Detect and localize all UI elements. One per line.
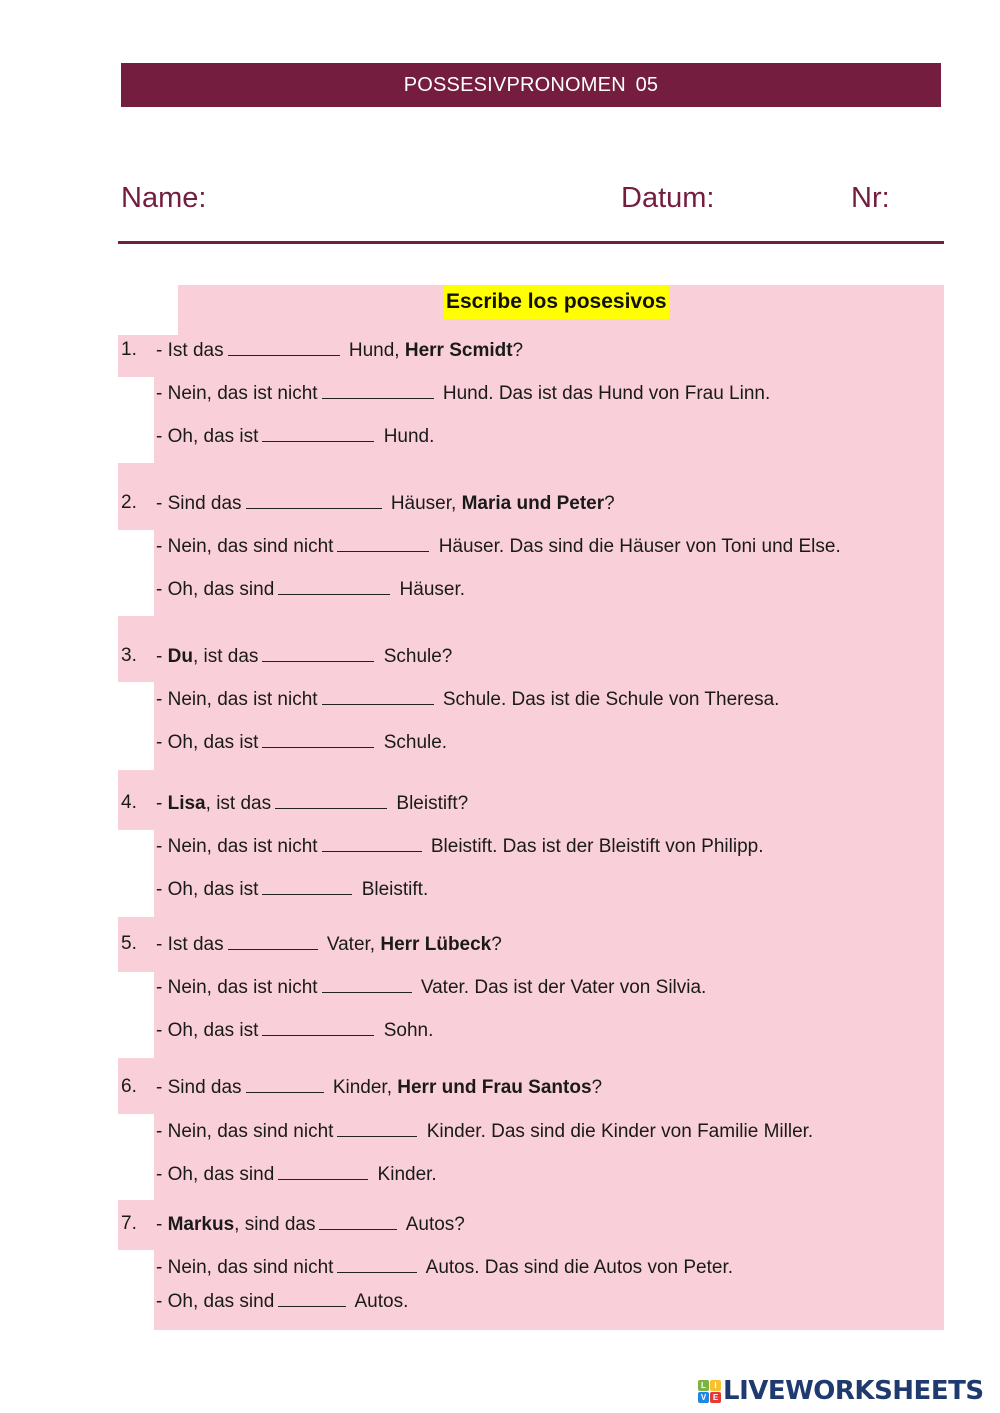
- nr-label: Nr:: [851, 182, 890, 214]
- answer-blank[interactable]: [228, 338, 340, 356]
- exercise-answer: - Oh, das sind Autos.: [156, 1291, 409, 1312]
- answer-blank[interactable]: [262, 424, 374, 442]
- logo-text: LIVEWORKSHEETS: [723, 1376, 984, 1406]
- answer-blank[interactable]: [322, 381, 434, 399]
- exercise-number: 1.: [121, 339, 137, 360]
- exercise-question: - Sind das Häuser, Maria und Peter?: [156, 493, 615, 514]
- answer-blank[interactable]: [337, 534, 429, 552]
- exercise-number: 5.: [121, 933, 137, 954]
- exercise-answer: - Nein, das ist nicht Hund. Das ist das Hund von Frau Linn.: [156, 383, 771, 404]
- answer-blank[interactable]: [337, 1255, 417, 1273]
- instruction-heading: Escribe los posesivos: [444, 285, 669, 319]
- header-divider: [118, 241, 944, 244]
- name-label: Name:: [121, 182, 207, 214]
- date-label: Datum:: [621, 182, 715, 214]
- exercise-answer: - Nein, das ist nicht Bleistift. Das ist der Bleistift von Philipp.: [156, 836, 764, 857]
- exercise-answer: - Nein, das ist nicht Vater. Das ist der Vater von Silvia.: [156, 977, 707, 998]
- exercise-question: - Lisa, ist das Bleistift?: [156, 793, 469, 814]
- answer-blank[interactable]: [337, 1119, 417, 1137]
- exercise-question: - Ist das Vater, Herr Lübeck?: [156, 934, 502, 955]
- exercise-answer: - Oh, das sind Häuser.: [156, 579, 466, 600]
- answer-blank[interactable]: [228, 932, 318, 950]
- exercise-answer: - Oh, das sind Kinder.: [156, 1164, 437, 1185]
- answer-blank[interactable]: [275, 791, 387, 809]
- exercise-answer: - Oh, das ist Bleistift.: [156, 879, 429, 900]
- answer-blank[interactable]: [262, 730, 374, 748]
- exercise-answer: - Oh, das ist Schule.: [156, 732, 448, 753]
- answer-blank[interactable]: [262, 877, 352, 895]
- liveworksheets-logo: [698, 1376, 984, 1406]
- answer-blank[interactable]: [319, 1212, 397, 1230]
- exercise-number: 3.: [121, 645, 137, 666]
- live-blocks-icon: L I V E: [698, 1380, 721, 1403]
- answer-blank[interactable]: [278, 1289, 346, 1307]
- answer-blank[interactable]: [322, 975, 412, 993]
- answer-blank[interactable]: [278, 577, 390, 595]
- answer-blank[interactable]: [262, 644, 374, 662]
- answer-blank[interactable]: [246, 1075, 324, 1093]
- exercise-number: 7.: [121, 1213, 137, 1234]
- exercise-question: - Markus, sind das Autos?: [156, 1214, 465, 1235]
- exercise-answer: - Oh, das ist Sohn.: [156, 1020, 434, 1041]
- exercise-question: - Sind das Kinder, Herr und Frau Santos?: [156, 1077, 603, 1098]
- answer-blank[interactable]: [322, 834, 422, 852]
- answer-blank[interactable]: [246, 491, 382, 509]
- exercise-number: 4.: [121, 792, 137, 813]
- worksheet-title-bar: [121, 63, 941, 107]
- exercise-number: 6.: [121, 1076, 137, 1097]
- answer-blank[interactable]: [262, 1018, 374, 1036]
- exercise-question: - Du, ist das Schule?: [156, 646, 453, 667]
- exercise-answer: - Nein, das sind nicht Kinder. Das sind die Kinder von Familie Miller.: [156, 1121, 814, 1142]
- exercise-answer: - Oh, das ist Hund.: [156, 426, 435, 447]
- exercise-answer: - Nein, das sind nicht Autos. Das sind die Autos von Peter.: [156, 1257, 734, 1278]
- answer-blank[interactable]: [322, 687, 434, 705]
- exercise-answer: - Nein, das sind nicht Häuser. Das sind die Häuser von Toni und Else.: [156, 536, 841, 557]
- exercise-answer: - Nein, das ist nicht Schule. Das ist die Schule von Theresa.: [156, 689, 780, 710]
- exercise-number: 2.: [121, 492, 137, 513]
- answer-blank[interactable]: [278, 1162, 368, 1180]
- worksheet-title: POSSESIVPRONOMEN 05: [403, 73, 659, 96]
- exercise-question: - Ist das Hund, Herr Scmidt?: [156, 340, 524, 361]
